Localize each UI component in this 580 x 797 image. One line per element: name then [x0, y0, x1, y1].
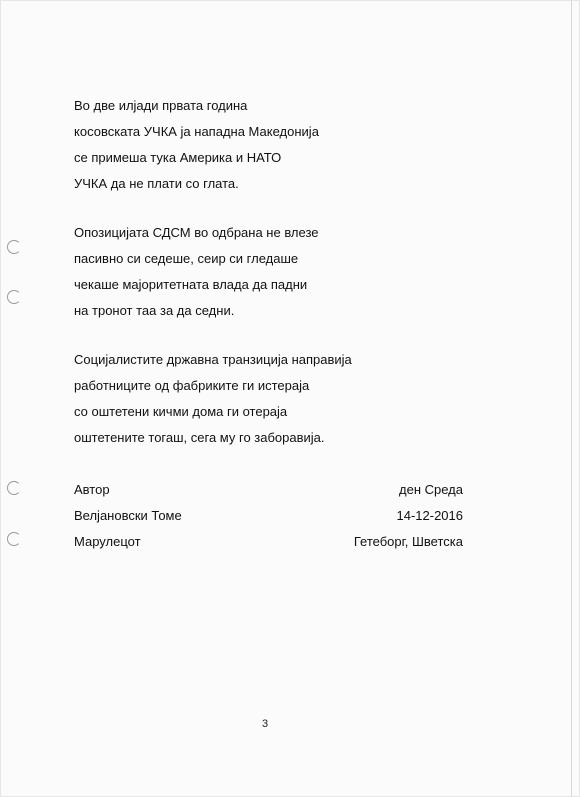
author-block: [74, 480, 182, 558]
poem-line: со оштетени кичми дома ги отераја: [74, 404, 288, 419]
poem-line: Опозицијата СДСМ во одбрана не влезе: [74, 225, 319, 240]
poem-line: Во две илјади првата година: [74, 98, 248, 113]
poem-line: оштетените тогаш, сега му го заборавија.: [74, 430, 325, 445]
author-pseudonym: Марулецот: [74, 534, 141, 549]
author-label: Автор: [74, 482, 110, 497]
author-name: Велјановски Томе: [74, 508, 182, 523]
poem-line: работниците од фабриките ги истераја: [74, 378, 310, 393]
punch-hole: [7, 532, 21, 546]
punch-hole: [7, 481, 21, 495]
punch-hole: [7, 240, 21, 254]
page-number: 3: [262, 718, 269, 730]
weekday: ден Среда: [399, 482, 463, 497]
poem-line: чекаше мајоритетната влада да падни: [74, 277, 308, 292]
date: 14-12-2016: [396, 508, 463, 523]
poem-line: се примеша тука Америка и НАТО: [74, 150, 282, 165]
poem-line: пасивно си седеше, сеир си гледаше: [74, 251, 299, 266]
stanza-1: [74, 96, 352, 200]
poem-line: УЧКА да не плати со глата.: [74, 176, 239, 191]
date-place-block: [354, 480, 463, 558]
punch-hole: [7, 290, 21, 304]
poem-line: Социјалистите државна транзиција направија: [74, 352, 352, 367]
page-edge: [571, 0, 572, 797]
poem-line: на тронот таа за да седни.: [74, 303, 235, 318]
stanza-3: [74, 350, 352, 454]
poem-line: косовската УЧКА ја нападна Македонија: [74, 124, 319, 139]
poem: [74, 96, 352, 477]
stanza-2: [74, 223, 352, 327]
place: Гетеборг, Шветска: [353, 534, 463, 549]
